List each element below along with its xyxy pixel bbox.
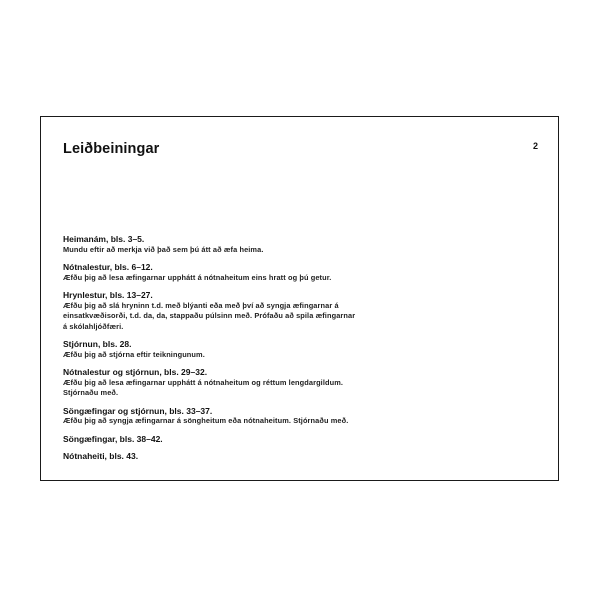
section-line: Æfðu þig að lesa æfingarnar upphátt á nótnaheitum eins hratt og þú getur. — [63, 272, 332, 282]
section-heading: Stjórnun, bls. 28. — [63, 339, 132, 349]
section-heading: Nótnalestur og stjórnun, bls. 29–32. — [63, 367, 208, 377]
section-heimanam — [63, 234, 463, 255]
section-line: Æfðu þig að syngja æfingarnar á söngheitum eða nótnaheitum. Stjórnaðu með. — [63, 416, 349, 425]
section-heading: Söngæfingar og stjórnun, bls. 33–37. — [63, 405, 213, 416]
section-hrynlestur — [63, 290, 463, 332]
instructions-list — [63, 234, 463, 469]
page-number: 2 — [532, 141, 538, 151]
section-line: á skólahljóðfæri. — [63, 321, 124, 331]
section-stjornun — [63, 339, 463, 360]
section-line: Mundu eftir að merkja við það sem þú átt að æfa heima. — [63, 244, 264, 254]
section-notnalestur — [63, 262, 463, 283]
section-line: Stjórnaðu með. — [63, 388, 119, 397]
section-line: Æfðu þig að stjórna eftir teikningunum. — [63, 349, 205, 359]
section-notnalestur-og-stjornun — [63, 367, 463, 399]
document-page — [40, 116, 559, 481]
section-heading: Nótnalestur, bls. 6–12. — [63, 262, 153, 272]
section-notnaheiti — [63, 451, 463, 462]
section-line: einsatkvæðisorði, t.d. da, da, stappaðu púlsinn með. Prófaðu að spila æfingarnar — [63, 311, 356, 320]
section-heading: Söngæfingar, bls. 38–42. — [63, 433, 163, 444]
section-songaefingar-og-stjornun — [63, 406, 463, 427]
section-heading: Hrynlestur, bls. 13–27. — [63, 290, 153, 300]
section-heading: Heimanám, bls. 3–5. — [63, 234, 145, 244]
section-heading: Nótnaheiti, bls. 43. — [63, 451, 139, 461]
section-line: Æfðu þig að slá hryninn t.d. með blýanti eða með því að syngja æfingarnar á — [63, 300, 339, 310]
section-songaefingar — [63, 434, 463, 445]
section-line: Æfðu þig að lesa æfingarnar upphátt á nótnaheitum og réttum lengdargildum. — [63, 377, 344, 387]
page-title: Leiðbeiningar — [63, 141, 160, 157]
